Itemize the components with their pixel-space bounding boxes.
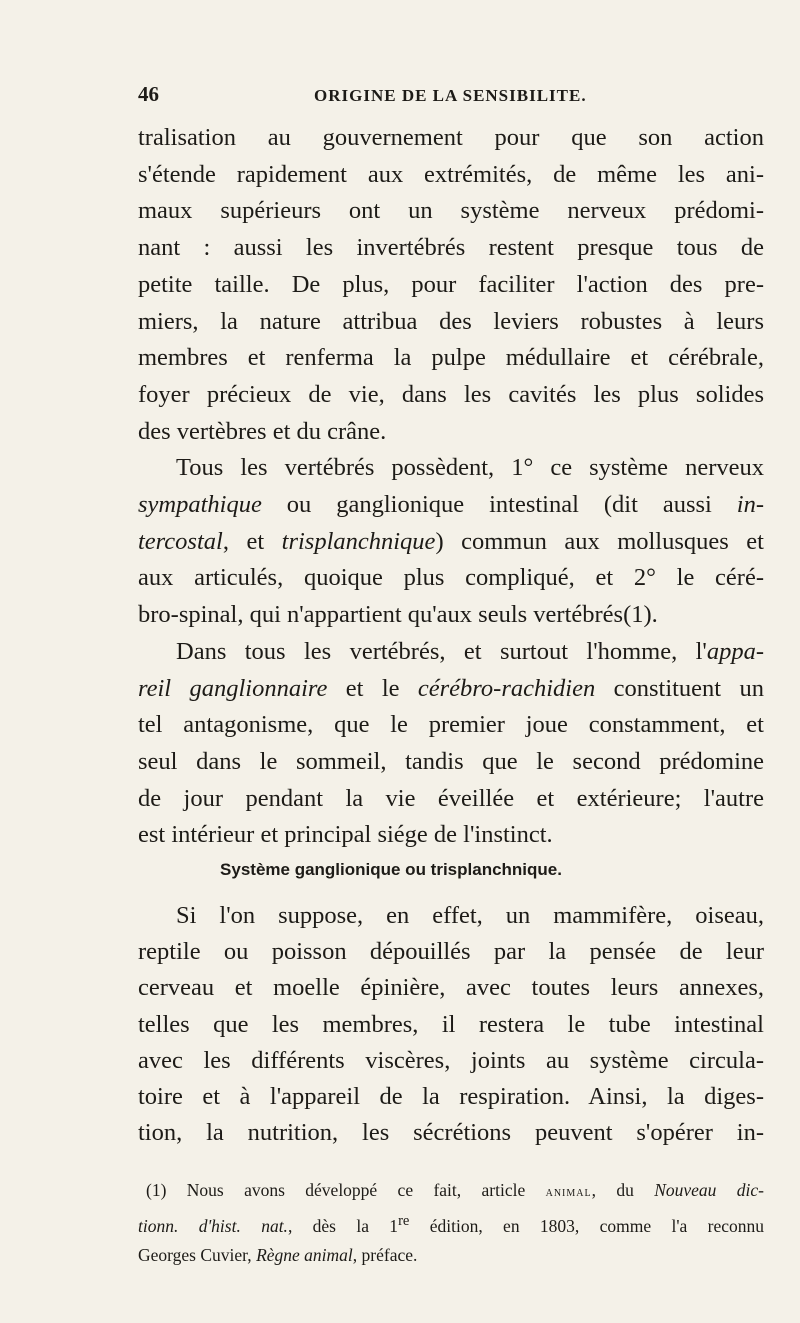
text-line — [138, 671, 764, 708]
paragraph-2 — [138, 450, 764, 634]
text-line: de jour pendant la vie éveillée et extérieure; l'autre — [138, 784, 764, 812]
text-line: aux articulés, quoique plus compliqué, et 2° le céré- — [138, 564, 764, 592]
running-title: ORIGINE DE LA SENSIBILITE. — [314, 86, 587, 105]
text-line: Tous les vertébrés possèdent, 1° ce système nerveux — [176, 454, 764, 482]
paragraph-4 — [138, 898, 764, 1151]
text-span: Georges Cuvier, — [138, 1244, 257, 1265]
text-line: cerveau et moelle épinière, avec toutes leurs annexes, — [138, 974, 764, 1002]
text-span: constituent un — [595, 674, 764, 702]
italic-term: reil ganglionnaire — [138, 674, 328, 702]
text-line: petite taille. De plus, pour faciliter l'action des pre- — [138, 270, 764, 298]
text-line: miers, la nature attribua des leviers robustes à leurs — [138, 307, 764, 335]
italic-term: tionn. d'hist. nat. — [138, 1215, 288, 1236]
text-line: tion, la nutrition, les sécrétions peuvent s'opérer in- — [138, 1119, 764, 1147]
text-span: , du — [591, 1180, 655, 1200]
text-line: reptile ou poisson dépouillés par la pensée de leur — [138, 938, 764, 966]
text-line: est intérieur et principal siége de l'instinct. — [138, 821, 553, 849]
text-span: , et — [222, 527, 282, 555]
text-line: nant : aussi les invertébrés restent presque tous de — [138, 234, 764, 262]
footnote — [138, 1176, 764, 1270]
superscript: re — [398, 1213, 410, 1229]
page-number: 46 — [138, 82, 159, 106]
italic-term: trisplanchnique — [281, 527, 436, 555]
text-span: ) commun aux mollusques et — [435, 527, 764, 555]
text-line — [138, 487, 764, 524]
text-span: , dès la 1 — [287, 1215, 399, 1236]
italic-term: cérébro-rachidien — [417, 674, 596, 702]
main-text — [138, 120, 764, 854]
footnote-line — [138, 1241, 764, 1270]
text-line: membres et renferma la pulpe médullaire et cérébrale, — [138, 344, 764, 372]
small-caps-term: animal — [545, 1185, 592, 1200]
text-line: seul dans le sommeil, tandis que le second prédomine — [138, 747, 764, 775]
text-span: ou ganglionique intestinal (dit aussi — [261, 491, 737, 519]
italic-term: Règne animal — [256, 1244, 353, 1265]
paragraph-1 — [138, 120, 764, 450]
paragraph-3 — [138, 634, 764, 854]
text-line: tel antagonisme, que le premier joue constamment, et — [138, 711, 764, 739]
text-line: maux supérieurs ont un système nerveux prédomi- — [138, 197, 764, 225]
text-span: (1) Nous avons développé ce fait, article — [146, 1180, 546, 1200]
italic-term: in- — [736, 491, 764, 519]
text-line: avec les différents viscères, joints au système circula- — [138, 1046, 764, 1074]
text-line: telles que les membres, il restera le tube intestinal — [138, 1010, 764, 1038]
section-heading: Système ganglionique ou trisplanchnique. — [220, 860, 562, 879]
text-span: Dans tous les vertébrés, et surtout l'homme, l' — [176, 637, 707, 665]
text-line: bro-spinal, qui n'appartient qu'aux seuls vertébrés(1). — [138, 601, 658, 629]
text-span: édition, en 1803, comme l'a reconnu — [409, 1215, 764, 1236]
text-line: des vertèbres et du crâne. — [138, 417, 387, 445]
text-line — [138, 524, 764, 561]
page-header — [138, 82, 758, 116]
italic-term: tercostal — [138, 527, 223, 555]
text-span: , préface. — [352, 1244, 418, 1265]
italic-term: sympathique — [138, 491, 262, 519]
text-line: toire et à l'appareil de la respiration. Ainsi, la diges- — [138, 1083, 764, 1111]
footnote-line — [138, 1207, 764, 1241]
text-line: s'étende rapidement aux extrémités, de même les ani- — [138, 160, 764, 188]
italic-term: Nouveau dic- — [654, 1180, 764, 1200]
text-span: et le — [327, 674, 418, 702]
italic-term: appa- — [706, 637, 764, 665]
footnote-line — [138, 1176, 764, 1207]
text-line: tralisation au gouvernement pour que son action — [138, 124, 764, 151]
text-line: Si l'on suppose, en effet, un mammifère, oiseau, — [176, 902, 764, 929]
text-line: foyer précieux de vie, dans les cavités les plus solides — [138, 380, 764, 408]
text-line — [138, 634, 764, 671]
